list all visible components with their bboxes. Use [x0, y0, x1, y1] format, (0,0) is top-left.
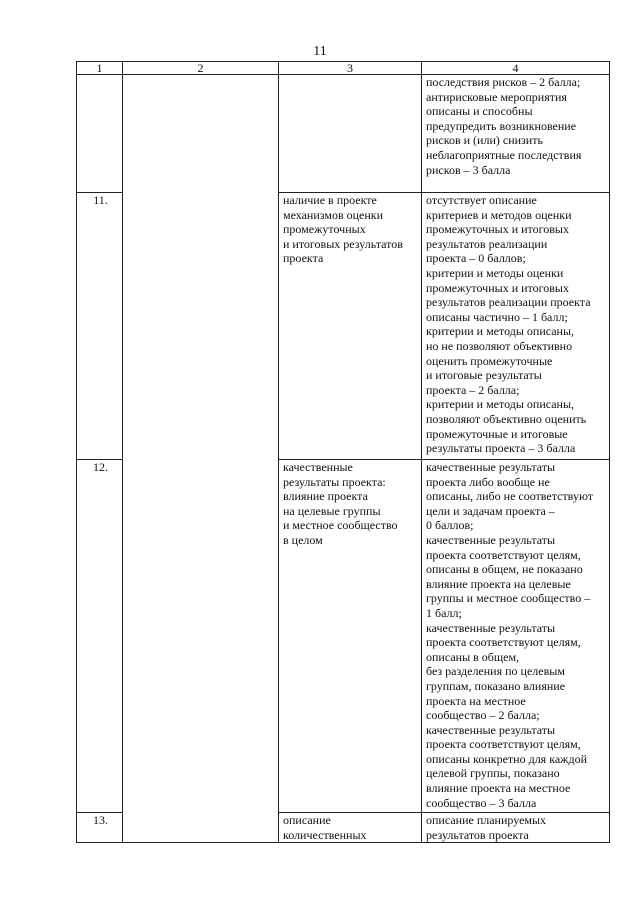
scoring-line: сообщество – 2 балла; — [426, 708, 540, 723]
scoring-line: описаны в общем, — [426, 649, 520, 664]
criterion-cell — [279, 193, 422, 460]
scoring-line: 0 баллов; — [426, 518, 474, 533]
scoring-line: проекта – 2 балла; — [426, 382, 520, 397]
scoring-line: качественные результаты — [426, 460, 556, 474]
scoring-line: описаны и способны — [426, 104, 533, 119]
criterion-line: проекта — [283, 251, 324, 266]
criterion-line: в целом — [283, 532, 323, 547]
row-number-cell: 11. — [77, 193, 123, 460]
criterion-line: и местное сообщество — [283, 518, 398, 533]
scoring-line: предупредить возникновение — [426, 118, 577, 133]
scoring-line: качественные результаты — [426, 620, 556, 635]
page-number: 11 — [313, 44, 327, 59]
row-number-cell — [77, 75, 123, 193]
scoring-line: сообщество – 3 балла — [426, 795, 537, 810]
scoring-line: промежуточные и итоговые — [426, 426, 568, 441]
criterion-line: качественные — [283, 460, 353, 474]
merged-column-2-cell — [123, 75, 279, 843]
scoring-line: промежуточных и итоговых — [426, 222, 569, 237]
scoring-line: качественные результаты — [426, 722, 556, 737]
criterion-line: описание — [283, 813, 331, 827]
scoring-line: антирисковые мероприятия — [426, 89, 567, 104]
scoring-line: проекта соответствуют целям, — [426, 547, 581, 562]
scoring-line: результатов проекта — [426, 827, 529, 842]
scoring-line: неблагоприятные последствия — [426, 147, 582, 162]
criterion-line: количественных — [283, 827, 367, 842]
scoring-line: группам, показано влияние — [426, 678, 566, 693]
criterion-line: механизмов оценки — [283, 207, 384, 222]
scoring-cell — [422, 460, 610, 813]
scoring-cell — [422, 75, 610, 193]
scoring-line: описаны в общем, не показано — [426, 562, 583, 577]
table-row — [77, 75, 610, 193]
scoring-line: проекта либо вообще не — [426, 474, 550, 489]
scoring-line: критерии и методы описаны, — [426, 324, 575, 339]
scoring-line: результаты проекта – 3 балла — [426, 441, 576, 456]
scoring-line: и итоговые результаты — [426, 368, 542, 383]
column-header: 3 — [279, 62, 422, 75]
scoring-line: проекта соответствуют целям, — [426, 635, 581, 650]
scoring-line: качественные результаты — [426, 532, 556, 547]
scoring-line: проекта соответствуют целям, — [426, 737, 581, 752]
scoring-line: описаны конкретно для каждой — [426, 751, 587, 766]
column-header: 4 — [422, 62, 610, 75]
scoring-line: проекта – 0 баллов; — [426, 251, 526, 266]
scoring-line: результатов реализации — [426, 236, 548, 251]
criterion-cell — [279, 460, 422, 813]
scoring-line: отсутствует описание — [426, 193, 537, 207]
scoring-line: описаны, либо не соответствуют — [426, 489, 593, 504]
scoring-line: без разделения по целевым — [426, 664, 565, 679]
criterion-line: на целевые группы — [283, 503, 381, 518]
row-number-cell: 12. — [77, 460, 123, 813]
scoring-line: влияние проекта на целевые — [426, 576, 571, 591]
column-header: 2 — [123, 62, 279, 75]
scoring-line: рисков – 3 балла — [426, 162, 511, 177]
criterion-cell — [279, 813, 422, 843]
scoring-cell — [422, 813, 610, 843]
criterion-line: наличие в проекте — [283, 193, 377, 207]
criterion-line: результаты проекта: — [283, 474, 386, 489]
scoring-cell — [422, 193, 610, 460]
scoring-line: критерии и методы оценки — [426, 265, 564, 280]
column-header: 1 — [77, 62, 123, 75]
scoring-line: рисков и (или) снизить — [426, 133, 543, 148]
table-header-row — [77, 62, 610, 75]
row-number-cell: 13. — [77, 813, 123, 843]
scoring-line: критерии и методы описаны, — [426, 397, 575, 412]
scoring-line: целевой группы, показано — [426, 766, 560, 781]
scoring-line: цели и задачам проекта – — [426, 503, 555, 518]
scoring-line: влияние проекта на местное — [426, 781, 571, 796]
scoring-line: описаны частично – 1 балл; — [426, 309, 568, 324]
criterion-line: промежуточных — [283, 222, 366, 237]
scoring-line: оценить промежуточные — [426, 353, 553, 368]
scoring-line: но не позволяют объективно — [426, 338, 573, 353]
scoring-line: последствия рисков – 2 балла; — [426, 75, 581, 89]
scoring-line: промежуточных и итоговых — [426, 280, 569, 295]
scoring-line: результатов реализации проекта — [426, 295, 591, 310]
scoring-line: проекта на местное — [426, 693, 526, 708]
scoring-line: 1 балл; — [426, 605, 462, 620]
criterion-line: и итоговых результатов — [283, 236, 403, 251]
scoring-line: критериев и методов оценки — [426, 207, 572, 222]
scoring-line: позволяют объективно оценить — [426, 411, 587, 426]
criterion-line: влияние проекта — [283, 489, 368, 504]
scoring-line: группы и местное сообщество – — [426, 591, 591, 606]
scoring-line: описание планируемых — [426, 813, 547, 827]
criteria-table — [76, 61, 610, 843]
criterion-cell — [279, 75, 422, 193]
